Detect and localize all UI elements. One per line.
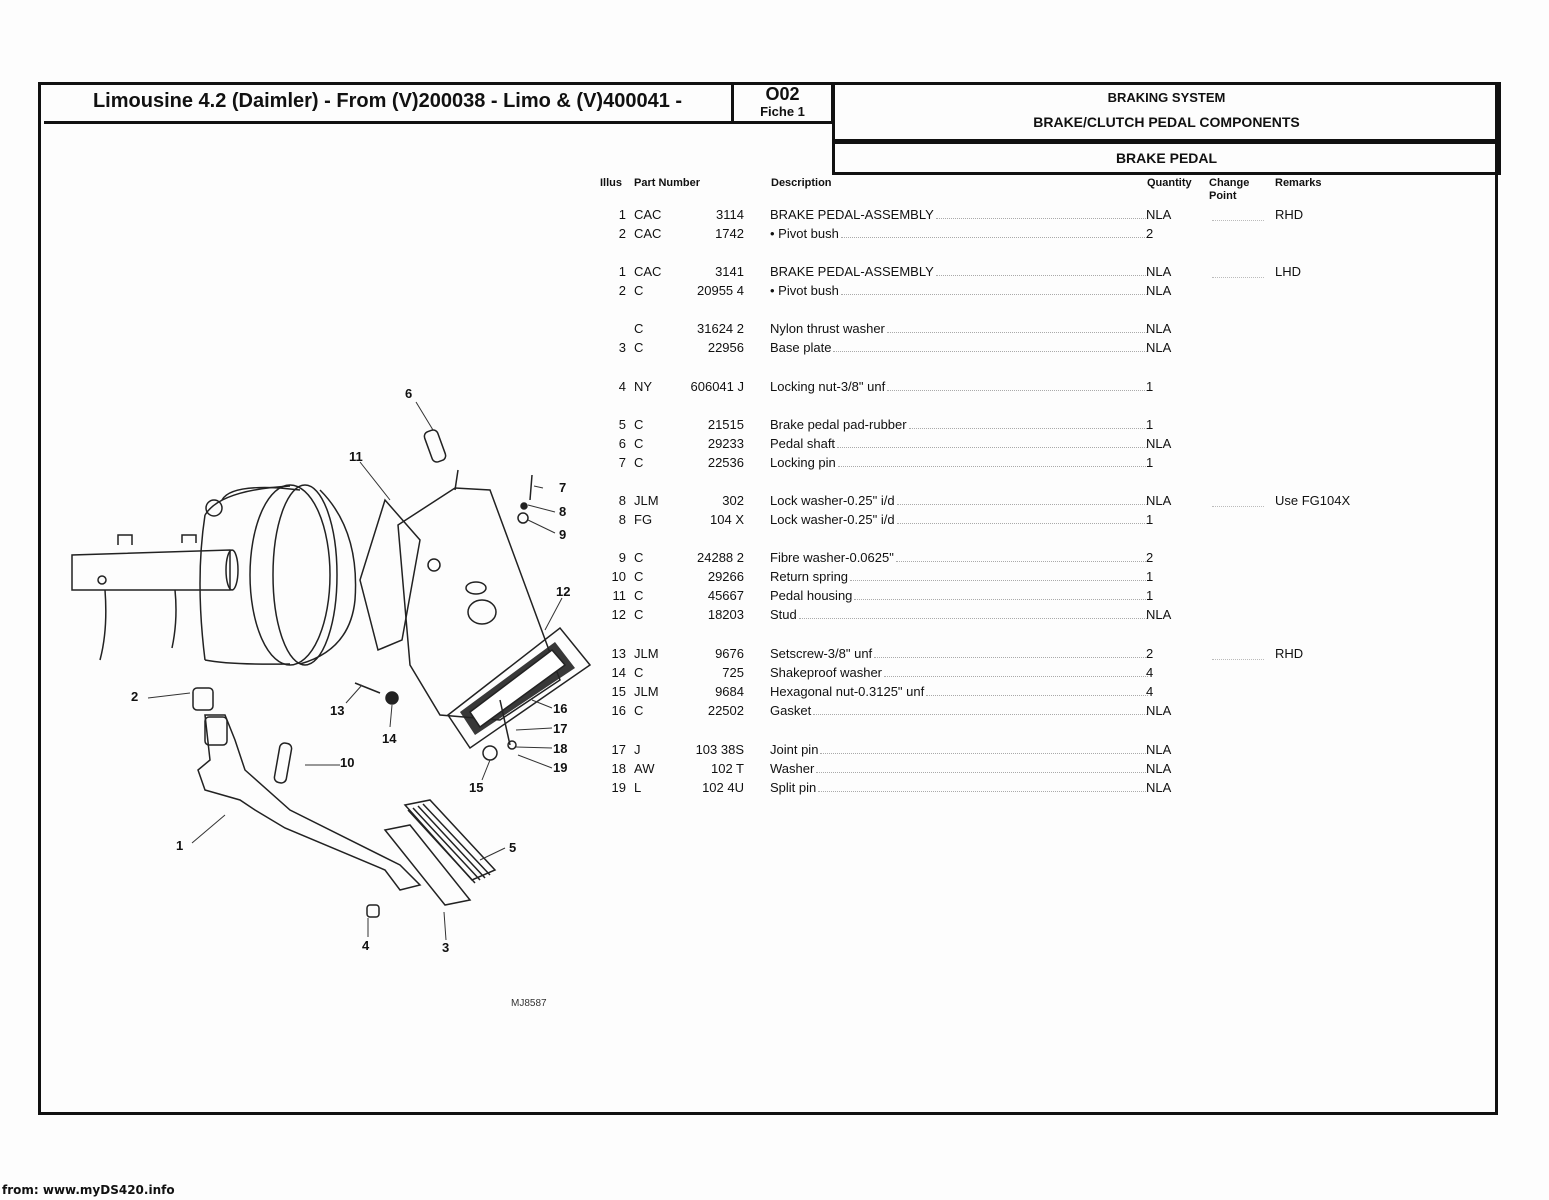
part-number: 24288 2: [697, 550, 744, 565]
part-number: 725: [722, 665, 744, 680]
part-quantity: NLA: [1146, 703, 1172, 718]
group-code: O02: [765, 84, 800, 104]
part-number: 45667: [707, 588, 744, 603]
part-prefix: AW: [634, 761, 655, 776]
part-description: Brake pedal pad-rubber: [770, 417, 907, 432]
illus-number: 18: [611, 761, 626, 776]
part-prefix: C: [634, 550, 644, 565]
part-number: 104 X: [710, 512, 744, 527]
part-quantity: 4: [1146, 665, 1154, 680]
part-number: 102 T: [710, 761, 744, 776]
part-prefix: C: [634, 321, 644, 336]
part-quantity: 1: [1146, 455, 1154, 470]
part-quantity: 2: [1146, 550, 1154, 565]
illus-number: 3: [618, 340, 626, 355]
part-quantity: NLA: [1146, 780, 1172, 795]
part-number: 21515: [707, 417, 744, 432]
callout-leaders: [148, 402, 562, 940]
part-prefix: C: [634, 588, 644, 603]
washer-drawing: [508, 741, 516, 749]
part-description: • Pivot bush: [770, 226, 839, 241]
part-number: 102 4U: [702, 780, 744, 795]
illus-number: 19: [611, 780, 626, 795]
callout-10: 10: [340, 755, 355, 770]
part-prefix: J: [634, 742, 641, 757]
part-description: Fibre washer-0.0625": [770, 550, 894, 565]
part-description: BRAKE PEDAL-ASSEMBLY: [770, 207, 934, 222]
part-number: 9676: [715, 646, 744, 661]
part-description: Setscrew-3/8" unf: [770, 646, 873, 661]
illus-number: 6: [618, 436, 626, 451]
part-quantity: 2: [1146, 226, 1154, 241]
callout-19: 19: [553, 760, 568, 775]
part-quantity: 4: [1146, 684, 1154, 699]
part-description: Hexagonal nut-0.3125" unf: [770, 684, 925, 699]
subsection-title: BRAKE/CLUTCH PEDAL COMPONENTS: [1033, 114, 1300, 130]
return-spring-drawing: [274, 742, 293, 783]
illus-number: 2: [618, 283, 626, 298]
part-quantity: NLA: [1146, 283, 1172, 298]
part-prefix: C: [634, 665, 644, 680]
part-prefix: C: [634, 283, 644, 298]
callout-12: 12: [556, 584, 571, 599]
callout-11: 11: [349, 449, 363, 464]
callout-7: 7: [559, 480, 567, 495]
callout-17: 17: [553, 721, 568, 736]
callout-8: 8: [559, 504, 567, 519]
part-prefix: JLM: [634, 493, 659, 508]
part-description: Locking pin: [770, 455, 836, 470]
part-prefix: C: [634, 436, 644, 451]
column-header-description: Description: [771, 177, 832, 189]
illus-number: 8: [618, 493, 626, 508]
part-prefix: CAC: [634, 207, 662, 222]
part-description: Gasket: [770, 703, 812, 718]
part-description: Nylon thrust washer: [770, 321, 885, 336]
illus-number: 1: [618, 207, 626, 222]
illus-number: 15: [611, 684, 626, 699]
part-description: Base plate: [770, 340, 832, 355]
part-description: Pedal housing: [770, 588, 853, 603]
part-description: • Pivot bush: [770, 283, 839, 298]
column-header-part-number: Part Number: [634, 177, 701, 189]
part-description: Locking nut-3/8" unf: [770, 379, 886, 394]
part-quantity: NLA: [1146, 742, 1172, 757]
locking-nut-drawing: [367, 905, 379, 917]
part-prefix: CAC: [634, 264, 662, 279]
callout-3: 3: [442, 940, 450, 955]
part-number: 29233: [707, 436, 744, 451]
illus-number: 1: [618, 264, 626, 279]
part-prefix: FG: [634, 512, 653, 527]
illus-number: 16: [611, 703, 626, 718]
part-number: 9684: [715, 684, 744, 699]
part-quantity: NLA: [1146, 436, 1172, 451]
part-quantity: 1: [1146, 417, 1154, 432]
part-quantity: NLA: [1146, 340, 1172, 355]
part-quantity: 1: [1146, 379, 1154, 394]
diagram-reference: MJ8587: [511, 998, 547, 1009]
part-number: 103 38S: [695, 742, 744, 757]
part-description: Washer: [770, 761, 815, 776]
callout-2: 2: [131, 689, 139, 704]
callout-1: 1: [176, 838, 184, 853]
illus-number: 5: [618, 417, 626, 432]
master-cylinder-drawing: [72, 535, 238, 660]
part-quantity: 1: [1146, 569, 1154, 584]
part-number: 31624 2: [697, 321, 744, 336]
part-remarks: Use FG104X: [1275, 493, 1351, 508]
illus-number: 11: [612, 588, 626, 603]
part-prefix: CAC: [634, 226, 662, 241]
callout-6: 6: [405, 386, 413, 401]
part-description: Shakeproof washer: [770, 665, 883, 680]
part-description: Split pin: [770, 780, 817, 795]
part-number: 3141: [715, 264, 744, 279]
source-footer: from: www.myDS420.info: [2, 1183, 175, 1197]
part-quantity: NLA: [1146, 264, 1172, 279]
page-title: Limousine 4.2 (Daimler) - From (V)200038 - Limo & (V)400041 -: [92, 90, 683, 112]
illus-number: 13: [611, 646, 626, 661]
lock-washer-drawing: [521, 503, 527, 509]
part-remarks: LHD: [1275, 264, 1302, 279]
part-prefix: NY: [634, 379, 653, 394]
callout-9: 9: [559, 527, 567, 542]
column-header-illus: Illus: [600, 177, 623, 189]
hex-nut-drawing: [483, 746, 497, 760]
part-quantity: 2: [1146, 646, 1154, 661]
part-number: 18203: [707, 607, 744, 622]
part-number: 22536: [707, 455, 744, 470]
illus-number: 14: [611, 665, 626, 680]
fibre-washer-drawing: [518, 513, 528, 523]
part-description: Joint pin: [770, 742, 819, 757]
part-quantity: NLA: [1146, 761, 1172, 776]
part-number: 22956: [707, 340, 744, 355]
part-prefix: C: [634, 417, 644, 432]
part-description: Stud: [770, 607, 797, 622]
part-number: 302: [722, 493, 744, 508]
fiche-label: Fiche 1: [760, 104, 805, 119]
column-header-remarks: Remarks: [1275, 177, 1322, 189]
illus-number: 10: [611, 569, 626, 584]
part-prefix: JLM: [634, 684, 659, 699]
part-prefix: JLM: [634, 646, 659, 661]
part-prefix: L: [634, 780, 642, 795]
part-prefix: C: [634, 703, 644, 718]
part-quantity: 1: [1146, 512, 1154, 527]
part-description: Lock washer-0.25" i/d: [770, 512, 895, 527]
part-quantity: NLA: [1146, 493, 1172, 508]
pedal-arm-drawing: [193, 688, 420, 890]
part-description: Lock washer-0.25" i/d: [770, 493, 895, 508]
illus-number: 2: [618, 226, 626, 241]
part-remarks: RHD: [1275, 207, 1304, 222]
callout-16: 16: [553, 701, 568, 716]
illus-number: 8: [618, 512, 626, 527]
illus-number: 9: [618, 550, 626, 565]
illus-number: 12: [611, 607, 626, 622]
shakeproof-washer-drawing: [386, 692, 398, 704]
part-number: 20955 4: [697, 283, 744, 298]
part-quantity: NLA: [1146, 207, 1172, 222]
callout-18: 18: [553, 741, 568, 756]
locking-pin-drawing: [530, 475, 532, 500]
part-prefix: C: [634, 607, 644, 622]
part-quantity: NLA: [1146, 607, 1172, 622]
part-remarks: RHD: [1275, 646, 1304, 661]
part-number: 29266: [707, 569, 744, 584]
illus-number: 17: [611, 742, 626, 757]
part-prefix: C: [634, 340, 644, 355]
part-description: Pedal shaft: [770, 436, 836, 451]
callout-14: 14: [382, 731, 397, 746]
illus-number: 7: [618, 455, 626, 470]
part-quantity: NLA: [1146, 321, 1172, 336]
callout-13: 13: [330, 703, 345, 718]
part-description: BRAKE PEDAL-ASSEMBLY: [770, 264, 934, 279]
part-description: Return spring: [770, 569, 849, 584]
group-title: BRAKE PEDAL: [1115, 150, 1218, 166]
part-number: 1742: [715, 226, 744, 241]
part-prefix: C: [634, 569, 644, 584]
illus-number: 4: [618, 379, 626, 394]
part-prefix: C: [634, 455, 644, 470]
section-title: BRAKING SYSTEM: [1107, 90, 1226, 105]
part-number: 606041 J: [690, 379, 744, 394]
callout-15: 15: [469, 780, 484, 795]
callout-5: 5: [509, 840, 517, 855]
callout-4: 4: [362, 938, 370, 953]
brake-servo-drawing: [200, 485, 356, 665]
part-number: 22502: [707, 703, 744, 718]
column-header-quantity: Quantity: [1147, 177, 1192, 189]
part-quantity: 1: [1146, 588, 1154, 603]
part-number: 3114: [716, 207, 744, 222]
column-header-change-point: Change Point: [1209, 177, 1250, 202]
